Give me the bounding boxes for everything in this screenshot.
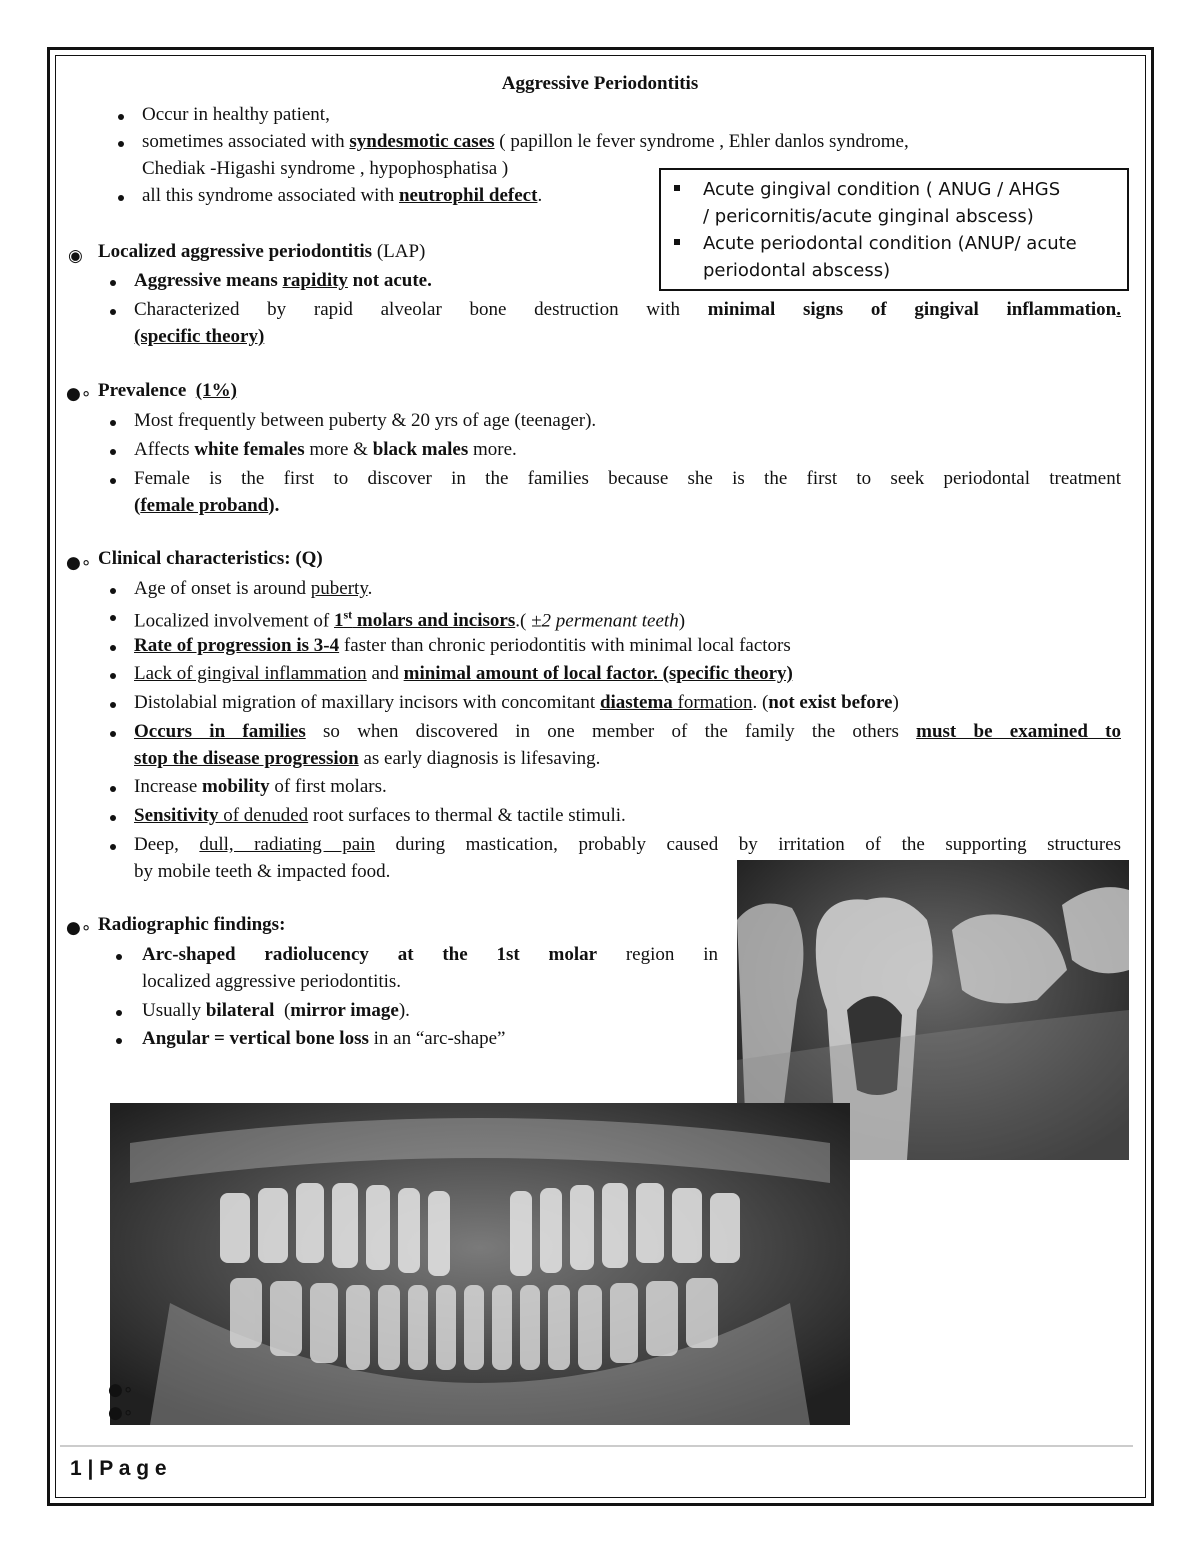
text: ). <box>268 495 280 516</box>
intro-bullet-1: Occur in healthy patient, <box>142 104 330 125</box>
bomb-icon: ●∘ <box>108 1403 134 1423</box>
text: not acute. <box>347 270 432 291</box>
lap-heading <box>98 238 425 265</box>
bomb-icon: ●∘ <box>66 553 92 573</box>
panoramic-drawing <box>110 1103 850 1425</box>
radio-bullet-3 <box>142 1025 505 1052</box>
radio-bullet-1-line2: localized aggressive periodontitis. <box>142 971 402 992</box>
text: . <box>367 578 373 599</box>
bullet-icon <box>110 478 116 484</box>
radio-bullet-2 <box>142 997 410 1024</box>
text: mirror image <box>290 1000 399 1021</box>
text: in an “arc-shape” <box>368 1028 506 1049</box>
tooth-icon: ◉ <box>68 246 83 266</box>
bullet-icon <box>110 645 116 651</box>
text: root surfaces to thermal & tactile stimuli. <box>308 805 626 826</box>
text: female proband <box>140 495 269 516</box>
text: Aggressive means <box>134 270 283 291</box>
box-line-4: periodontal abscess) <box>703 260 891 281</box>
clinical-bullet-9 <box>134 831 1121 858</box>
prevalence-bullet-3-line2 <box>134 492 279 519</box>
bullet-icon <box>110 420 116 426</box>
text: Prevalence <box>98 380 187 401</box>
bullet-icon <box>110 702 116 708</box>
clinical-bullet-8 <box>134 802 626 829</box>
text: of denuded <box>218 805 309 826</box>
panoramic-radiograph <box>110 1103 850 1425</box>
text: Occurs in families <box>134 721 306 742</box>
text: Distolabial migration of maxillary incisors with concomitant <box>134 692 600 713</box>
text: minimal amount of local factor <box>403 663 654 684</box>
text: . <box>537 185 543 206</box>
footer-divider <box>60 1445 1133 1447</box>
clinical-bullet-6 <box>134 718 1121 745</box>
text: Localized involvement of <box>134 610 334 632</box>
text: formation <box>672 692 753 713</box>
text: minimal signs of gingival inflammation <box>707 299 1117 320</box>
text: all this syndrome associated with <box>142 185 399 206</box>
text: ). <box>398 1000 410 1021</box>
clinical-bullet-4 <box>134 660 793 687</box>
text: . <box>1116 299 1122 320</box>
bullet-icon <box>118 141 124 147</box>
clinical-heading: Clinical characteristics: (Q) <box>98 548 323 569</box>
prevalence-heading <box>98 377 237 404</box>
bullet-icon <box>110 731 116 737</box>
clinical-bullet-6-line2 <box>134 745 600 772</box>
text: st <box>343 608 353 622</box>
square-bullet-icon <box>674 239 680 245</box>
text: (LAP) <box>372 241 426 262</box>
text: sometimes associated with <box>142 131 350 152</box>
bullet-icon <box>118 114 124 120</box>
bullet-icon <box>110 815 116 821</box>
text: rapidity <box>282 270 348 291</box>
text: during mastication, probably caused by irritation of the supporting structures <box>374 834 1121 855</box>
text: neutrophil defect <box>398 185 538 206</box>
text: Deep, <box>134 834 200 855</box>
text: molars and incisors <box>352 610 516 632</box>
text: Arc-shaped radiolucency at the 1st molar <box>142 944 598 965</box>
bullet-icon <box>116 954 122 960</box>
text: Age of onset is around <box>134 578 311 599</box>
lap-bullet-1 <box>134 267 432 294</box>
lap-bullet-2 <box>134 296 1121 323</box>
text: Angular = vertical bone loss <box>142 1028 369 1049</box>
text: Usually <box>142 1000 206 1021</box>
text: more & <box>304 439 373 460</box>
bullet-icon <box>110 309 116 315</box>
text: not exist before <box>768 692 893 713</box>
text: diastema <box>599 692 673 713</box>
clinical-bullet-2 <box>134 602 685 634</box>
box-line-1: Acute gingival condition ( ANUG / AHGS <box>703 179 1061 200</box>
box-line-2: / pericornitis/acute ginginal abscess) <box>703 206 1034 227</box>
clinical-bullet-7 <box>134 773 387 800</box>
clinical-bullet-5 <box>134 689 899 716</box>
bomb-icon: ●∘ <box>66 918 92 938</box>
bomb-icon: ●∘ <box>108 1380 134 1400</box>
text: ) <box>678 610 686 632</box>
text: white females <box>194 439 305 460</box>
clinical-bullet-3 <box>134 632 791 659</box>
text: faster than chronic periodontitis with minimal local factors <box>339 635 791 656</box>
prevalence-bullet-3: Female is the first to discover in the families because she is the first to seek periodontal treatment <box>134 468 1121 489</box>
text: (1%) <box>195 380 237 401</box>
bullet-icon <box>116 1038 122 1044</box>
text: black males <box>372 439 469 460</box>
bullet-icon <box>110 844 116 850</box>
text: syndesmotic cases <box>349 131 495 152</box>
footer-separator: | <box>81 1457 100 1480</box>
text: 1 <box>333 610 344 632</box>
clinical-bullet-1 <box>134 575 372 602</box>
text: .( <box>515 610 532 632</box>
page-title: Aggressive Periodontitis <box>501 73 699 94</box>
text: Increase <box>134 776 203 797</box>
bullet-icon <box>110 280 116 286</box>
text: bilateral <box>205 1000 275 1021</box>
intro-bullet-2 <box>142 128 909 155</box>
page-footer <box>70 1455 167 1482</box>
page-label: P a g e <box>99 1457 167 1480</box>
text: more. <box>468 439 517 460</box>
text: and <box>366 663 404 684</box>
bullet-icon <box>110 588 116 594</box>
text: . (specific theory) <box>653 663 793 684</box>
bomb-icon: ●∘ <box>66 384 92 404</box>
intro-bullet-3 <box>142 182 542 209</box>
text: Rate of progression is 3-4 <box>134 635 340 656</box>
text: mobility <box>202 776 270 797</box>
bullet-icon <box>118 195 124 201</box>
text: as early diagnosis is lifesaving. <box>358 748 601 769</box>
bullet-icon <box>116 1010 122 1016</box>
bullet-icon <box>110 786 116 792</box>
text: . ( <box>752 692 769 713</box>
text: Lack of gingival inflammation <box>134 663 367 684</box>
text: ( <box>274 1000 291 1021</box>
bullet-icon <box>110 673 116 679</box>
radio-heading: Radiographic findings: <box>98 914 286 935</box>
text: so when discovered in one member of the family the others <box>305 721 917 742</box>
intro-bullet-2-line2: Chediak -Higashi syndrome , hypophosphatisa ) <box>142 158 509 179</box>
text: Sensitivity <box>134 805 219 826</box>
bullet-icon <box>110 615 116 621</box>
text: stop the disease progression <box>134 748 359 769</box>
text: ±2 permenant teeth <box>531 610 679 632</box>
text: puberty <box>310 578 368 599</box>
text: dull, radiating pain <box>199 834 375 855</box>
clinical-bullet-9-line2: by mobile teeth & impacted food. <box>134 861 391 882</box>
text: ( <box>134 495 141 516</box>
page-number: 1 <box>70 1457 82 1480</box>
text: ) <box>892 692 899 713</box>
prevalence-bullet-2 <box>134 436 517 463</box>
text: Localized aggressive periodontitis <box>98 241 373 262</box>
text: must be examined to <box>916 721 1121 742</box>
text: Affects <box>134 439 195 460</box>
prevalence-bullet-1: Most frequently between puberty & 20 yrs of age (teenager). <box>134 410 597 431</box>
bullet-icon <box>110 449 116 455</box>
acute-conditions-box <box>659 168 1129 291</box>
lap-bullet-2-line2: (specific theory) <box>134 326 265 347</box>
text: ( papillon le fever syndrome , Ehler danlos syndrome, <box>494 131 909 152</box>
text: Characterized by rapid alveolar bone destruction with <box>134 299 708 320</box>
radio-bullet-1 <box>142 941 718 968</box>
box-line-3: Acute periodontal condition (ANUP/ acute <box>703 233 1077 254</box>
text: region in <box>597 944 718 965</box>
text: of first molars. <box>269 776 387 797</box>
square-bullet-icon <box>674 185 680 191</box>
